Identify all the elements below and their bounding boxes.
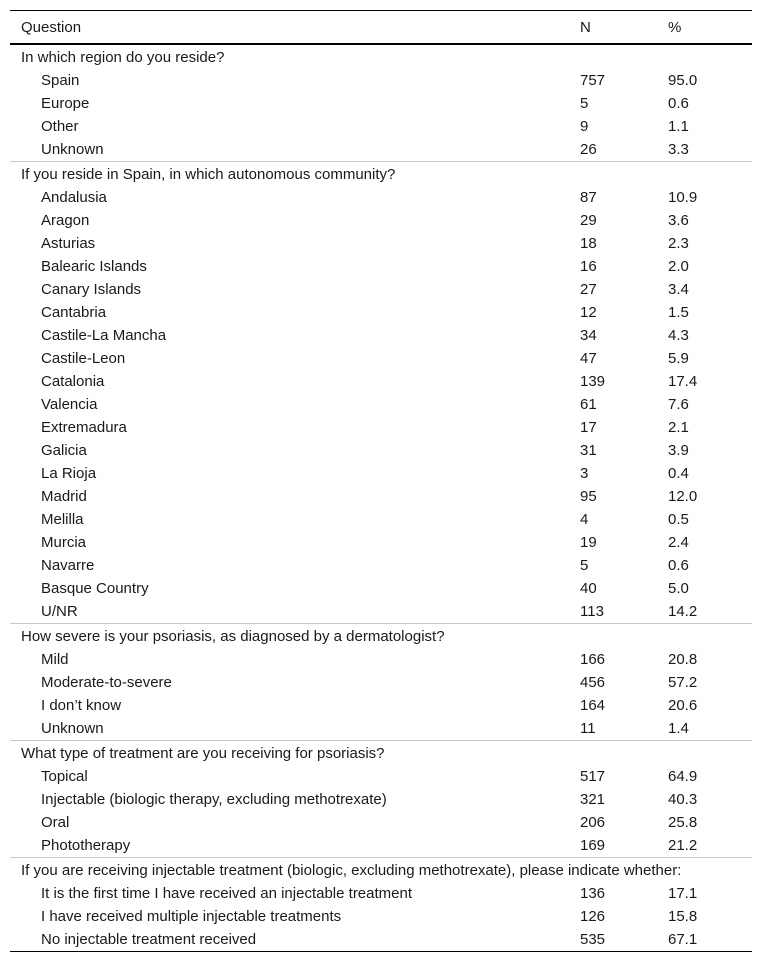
count-value: 27 [580,281,597,298]
answer-label: Injectable (biologic therapy, excluding methotrexate) [41,791,387,808]
table-row [10,324,752,347]
count-value: 517 [580,768,606,785]
table-row [10,301,752,324]
table-row [10,69,752,92]
answer-label: Canary Islands [41,281,142,298]
answer-label: Aragon [41,212,90,229]
table-row [10,92,752,115]
answer-label: Valencia [41,396,98,413]
percent-value: 0.4 [668,465,689,482]
percent-value: 20.6 [668,697,698,714]
table-row [10,508,752,531]
count-value: 166 [580,651,606,668]
answer-label: Other [41,118,79,135]
percent-value: 95.0 [668,72,698,89]
answer-label: Spain [41,72,80,89]
count-value: 34 [580,327,597,344]
count-value: 17 [580,419,597,436]
table-row [10,439,752,462]
table-row [10,554,752,577]
percent-value: 14.2 [668,603,698,620]
table-row [10,115,752,138]
percent-value: 21.2 [668,837,698,854]
count-value: 164 [580,697,606,714]
section-row [10,162,752,187]
answer-label: I don’t know [41,697,122,714]
table-row [10,811,752,834]
table-row [10,370,752,393]
table-body [10,44,752,952]
answer-label: Phototherapy [41,837,131,854]
percent-value: 57.2 [668,674,698,691]
table-row [10,186,752,209]
answer-label: It is the first time I have received an injectable treatment [41,885,413,902]
answer-label: Castile-La Mancha [41,327,167,344]
section-question: What type of treatment are you receiving for psoriasis? [10,741,752,766]
count-value: 456 [580,674,606,691]
percent-value: 40.3 [668,791,698,808]
answer-label: Topical [41,768,88,785]
percent-value: 64.9 [668,768,698,785]
answer-label: I have received multiple injectable treatments [41,908,342,925]
survey-table-container [10,10,752,952]
section-row [10,624,752,649]
percent-value: 5.0 [668,580,689,597]
count-value: 12 [580,304,597,321]
section-question: In which region do you reside? [21,48,225,66]
table-row [10,600,752,624]
answer-label: Catalonia [41,373,105,390]
percent-value: 10.9 [668,189,698,206]
table-row [10,138,752,162]
count-value: 26 [580,141,597,158]
count-value: 136 [580,885,606,902]
table-row [10,671,752,694]
percent-value: 0.6 [668,557,689,574]
percent-value: 25.8 [668,814,698,831]
table-row [10,531,752,554]
table-row [10,255,752,278]
answer-label: Europe [41,95,90,112]
answer-label: No injectable treatment received [10,928,570,952]
percent-value: 4.3 [668,327,689,344]
percent-value: 17.4 [668,373,698,390]
answer-label: La Rioja [41,465,97,482]
percent-value: 0.6 [668,95,689,112]
table-row [10,393,752,416]
answer-label: Galicia [41,442,87,459]
count-value: 19 [580,534,597,551]
percent-value: 5.9 [668,350,689,367]
count-value: 4 [580,511,589,528]
percent-value: 12.0 [668,488,698,505]
percent-value: 0.5 [668,511,689,528]
percent-value: 1.1 [668,118,689,135]
percent-value: 2.3 [668,235,689,252]
section-question: If you are receiving injectable treatment (biologic, excluding methotrexate), please indicate whether: [10,858,752,883]
percent-value: 15.8 [668,908,698,925]
count-value: 61 [580,396,597,413]
section-row [10,44,752,69]
answer-label: Melilla [41,511,84,528]
table-row [10,416,752,439]
answer-label: Unknown [41,141,104,158]
count-value: 5 [580,95,589,112]
percent-value: 2.0 [668,258,689,275]
section-question: If you reside in Spain, in which autonomous community? [10,162,752,187]
count-value: 126 [580,908,606,925]
percent-value: 2.4 [668,534,689,551]
count-value: 757 [580,72,606,89]
survey-results-table [10,10,752,952]
answer-label: Navarre [41,557,95,574]
count-value: 9 [580,118,589,135]
table-row [10,577,752,600]
table-row [10,882,752,905]
section-row [10,858,752,883]
table-row [10,485,752,508]
percent-value: 1.5 [668,304,689,321]
table-row [10,209,752,232]
percent-value: 3.3 [668,141,689,158]
table-row [10,717,752,741]
answer-label: Andalusia [41,189,107,206]
table-row [10,232,752,255]
table-row [10,928,752,952]
count-value: 535 [570,928,658,952]
answer-label: Extremadura [41,419,127,436]
column-header-question: Question [10,11,570,45]
count-value: 11 [580,720,596,737]
answer-label: U/NR [41,603,78,620]
count-value: 29 [580,212,597,229]
table-row [10,648,752,671]
answer-label: Cantabria [41,304,107,321]
count-value: 3 [580,465,589,482]
percent-value: 20.8 [668,651,698,668]
answer-label: Moderate-to-severe [41,674,172,691]
table-row [10,788,752,811]
count-value: 95 [580,488,597,505]
count-value: 113 [580,603,604,620]
header-row [10,11,752,45]
answer-label: Murcia [41,534,87,551]
section-row [10,741,752,766]
answer-label: Mild [41,651,69,668]
table-row [10,905,752,928]
answer-label: Castile-Leon [41,350,126,367]
count-value: 321 [580,791,606,808]
count-value: 16 [580,258,597,275]
column-header-percent: % [658,11,752,45]
count-value: 5 [580,557,589,574]
count-value: 206 [580,814,606,831]
percent-value: 3.9 [668,442,689,459]
count-value: 47 [580,350,597,367]
table-row [10,834,752,858]
answer-label: Madrid [41,488,87,505]
column-header-n: N [570,11,658,45]
percent-value: 7.6 [668,396,689,413]
percent-value: 67.1 [658,928,752,952]
percent-value: 3.6 [668,212,689,229]
count-value: 169 [580,837,606,854]
answer-label: Asturias [41,235,96,252]
answer-label: Balearic Islands [41,258,147,275]
count-value: 40 [580,580,597,597]
table-row [10,278,752,301]
percent-value: 2.1 [668,419,689,436]
percent-value: 17.1 [668,885,698,902]
count-value: 31 [580,442,597,459]
table-row [10,462,752,485]
answer-label: Unknown [41,720,104,737]
answer-label: Oral [41,814,70,831]
percent-value: 3.4 [668,281,689,298]
table-header [10,11,752,45]
table-row [10,694,752,717]
count-value: 139 [580,373,606,390]
table-row [10,765,752,788]
percent-value: 1.4 [668,720,689,737]
answer-label: Basque Country [41,580,149,597]
count-value: 87 [580,189,597,206]
table-row [10,347,752,370]
count-value: 18 [580,235,597,252]
section-question: How severe is your psoriasis, as diagnosed by a dermatologist? [10,624,752,649]
